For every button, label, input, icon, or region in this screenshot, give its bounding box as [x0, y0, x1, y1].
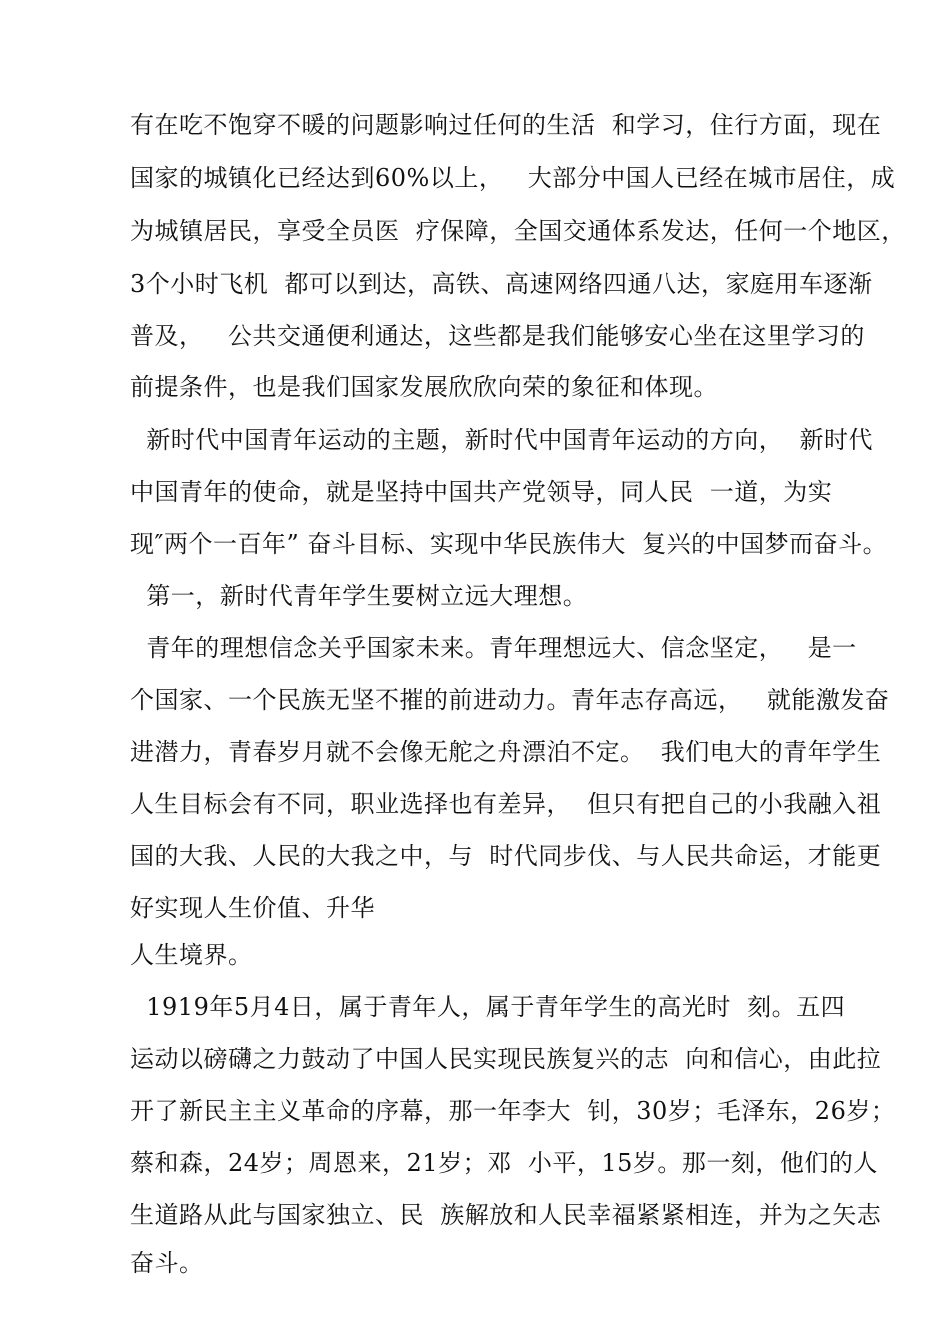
text-line: 中国青年的使命，就是坚持中国共产党领导，同人民 一道，为实 [130, 478, 833, 506]
text-line: 运动以磅礴之力鼓动了中国人民实现民族复兴的志 向和信心，由此拉 [130, 1045, 882, 1073]
text-line: 人生目标会有不同，职业选择也有差异， 但只有把自己的小我融入祖 [130, 790, 882, 818]
text-line: 3个小时飞机 都可以到达，高铁、高速网络四通八达，家庭用车逐渐 [130, 270, 873, 298]
text-line: 国的大我、人民的大我之中，与 时代同步伐、与人民共命运，才能更 [130, 842, 882, 870]
text-line: 个国家、一个民族无坚不摧的前进动力。青年志存高远， 就能激发奋 [130, 686, 890, 714]
text-line: 进潜力，青春岁月就不会像无舵之舟漂泊不定。 我们电大的青年学生 [130, 738, 882, 766]
text-line: 新时代中国青年运动的主题，新时代中国青年运动的方向， 新时代 [130, 426, 874, 454]
text-line: 生道路从此与国家独立、民 族解放和人民幸福紧紧相连，并为之矢志 [130, 1201, 882, 1229]
text-line: 为城镇居民，享受全员医 疗保障，全国交通体系发达，任何一个地区， [130, 217, 906, 245]
text-line: 蔡和森，24岁；周恩来，21岁；邓 小平，15岁。那一刻，他们的人 [130, 1149, 878, 1177]
text-line: 有在吃不饱穿不暖的问题影响过任何的生活 和学习，住行方面，现在 [130, 111, 882, 139]
text-line: 前提条件，也是我们国家发展欣欣向荣的象征和体现。 [130, 373, 718, 401]
text-line: 开了新民主主义革命的序幕，那一年李大 钊，30岁；毛泽东，26岁； [130, 1097, 896, 1125]
text-line: 青年的理想信念关乎国家未来。青年理想远大、信念坚定， 是一 [130, 634, 857, 662]
section-heading: 第一，新时代青年学生要树立远大理想。 [130, 582, 588, 610]
text-line: 现″两个一百年” 奋斗目标、实现中华民族伟大 复兴的中国梦而奋斗。 [130, 530, 888, 558]
text-line: 国家的城镇化已经达到60%以上， 大部分中国人已经在城市居住，成 [130, 164, 896, 192]
text-line: 普及， 公共交通便利通达，这些都是我们能够安心坐在这里学习的 [130, 322, 865, 350]
text-line: 1919年5月4日，属于青年人，属于青年学生的高光时 刻。五四 [130, 993, 846, 1021]
text-line: 好实现人生价值、升华 [130, 894, 375, 922]
text-line: 人生境界。 [130, 941, 253, 969]
text-line: 奋斗。 [130, 1249, 204, 1277]
